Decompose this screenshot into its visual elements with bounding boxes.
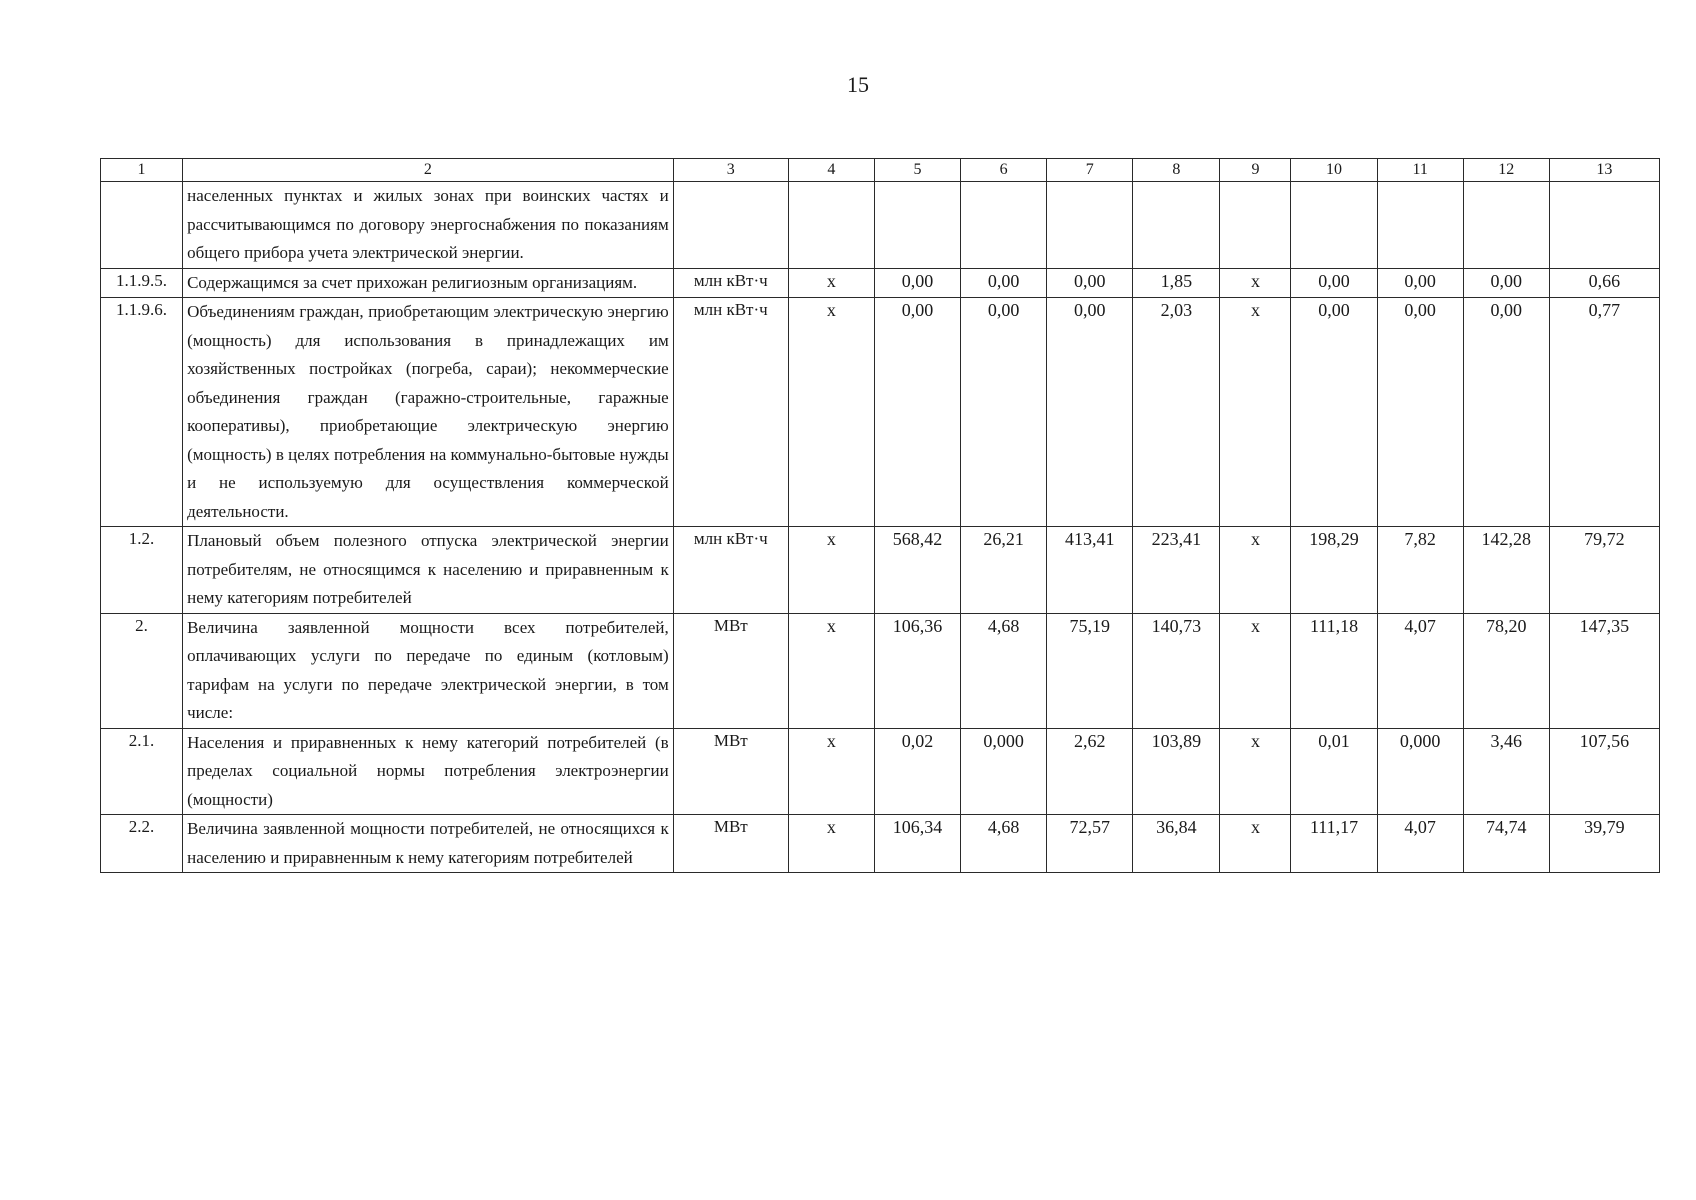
cell-value: 0,000 [961,728,1047,815]
data-table [100,158,1660,873]
cell-value: 74,74 [1463,815,1549,873]
cell-value [1220,182,1291,269]
page-number: 15 [847,72,869,97]
cell-value: 0,00 [1047,268,1133,298]
column-header: 6 [961,159,1047,182]
column-header: 9 [1220,159,1291,182]
cell-value: x [1220,815,1291,873]
cell-value: 140,73 [1133,613,1220,728]
cell-value: 0,00 [1377,268,1463,298]
cell-value: 4,68 [961,613,1047,728]
cell-value: 413,41 [1047,527,1133,614]
row-description: Содержащимся за счет прихожан религиозным организациям. [183,268,674,298]
table-row [101,182,1660,269]
table-row [101,613,1660,728]
row-unit: млн кВт·ч [673,298,788,527]
cell-value: x [788,268,874,298]
cell-value: 39,79 [1549,815,1659,873]
row-code: 2. [101,613,183,728]
cell-value: 4,07 [1377,613,1463,728]
cell-value: x [788,527,874,614]
cell-value: 4,68 [961,815,1047,873]
cell-value [788,182,874,269]
cell-value: 0,00 [874,298,960,527]
cell-value [1377,182,1463,269]
cell-value: 106,36 [874,613,960,728]
table-row [101,728,1660,815]
row-unit: млн кВт·ч [673,268,788,298]
cell-value: 198,29 [1291,527,1377,614]
cell-value: x [1220,613,1291,728]
cell-value [1549,182,1659,269]
cell-value: 111,17 [1291,815,1377,873]
cell-value: 147,35 [1549,613,1659,728]
cell-value: 223,41 [1133,527,1220,614]
column-header: 10 [1291,159,1377,182]
cell-value: 26,21 [961,527,1047,614]
cell-value: 103,89 [1133,728,1220,815]
row-description: Объединениям граждан, приобретающим электрическую энергию (мощность) для использования в принадлежащих им хозяйственных постройках (погреба, сараи); некоммерческие объединения граждан (гаражно-строительные, гаражные кооперативы), приобретающие электрическую энергию (мощность) в целях потребления на коммунально-бытовые нужды и не используемую для осуществления коммерческой деятельности. [183,298,674,527]
row-unit [673,182,788,269]
cell-value [1291,182,1377,269]
cell-value: 78,20 [1463,613,1549,728]
column-header: 3 [673,159,788,182]
cell-value: 0,00 [961,298,1047,527]
cell-value: x [1220,268,1291,298]
cell-value: 79,72 [1549,527,1659,614]
cell-value [874,182,960,269]
cell-value: 0,00 [961,268,1047,298]
cell-value: 2,03 [1133,298,1220,527]
column-header: 7 [1047,159,1133,182]
row-code: 1.2. [101,527,183,614]
column-header: 1 [101,159,183,182]
column-header: 13 [1549,159,1659,182]
column-header: 4 [788,159,874,182]
cell-value: 3,46 [1463,728,1549,815]
row-unit: МВт [673,815,788,873]
cell-value: 1,85 [1133,268,1220,298]
row-description: населенных пунктах и жилых зонах при воинских частях и рассчитывающимся по договору энергоснабжения по показаниям общего прибора учета электрической энергии. [183,182,674,269]
cell-value: x [788,815,874,873]
cell-value: 107,56 [1549,728,1659,815]
cell-value: 142,28 [1463,527,1549,614]
row-code: 2.1. [101,728,183,815]
row-description: Величина заявленной мощности всех потребителей, оплачивающих услуги по передаче по единым (котловым) тарифам на услуги по передаче электрической энергии, в том числе: [183,613,674,728]
column-header: 2 [183,159,674,182]
cell-value: x [788,298,874,527]
cell-value: 0,00 [1463,268,1549,298]
cell-value: 0,00 [1291,268,1377,298]
cell-value: 36,84 [1133,815,1220,873]
cell-value: 0,77 [1549,298,1659,527]
cell-value: 0,00 [874,268,960,298]
column-header: 5 [874,159,960,182]
cell-value: 75,19 [1047,613,1133,728]
cell-value: 4,07 [1377,815,1463,873]
cell-value: x [788,728,874,815]
cell-value: 568,42 [874,527,960,614]
cell-value: 0,00 [1377,298,1463,527]
table-row [101,298,1660,527]
table-row [101,268,1660,298]
cell-value: 0,66 [1549,268,1659,298]
table-row [101,815,1660,873]
cell-value: 0,000 [1377,728,1463,815]
cell-value: x [1220,298,1291,527]
cell-value: 106,34 [874,815,960,873]
cell-value: x [1220,527,1291,614]
cell-value: 111,18 [1291,613,1377,728]
row-description: Населения и приравненных к нему категорий потребителей (в пределах социальной нормы потребления электроэнергии (мощности) [183,728,674,815]
cell-value: 72,57 [1047,815,1133,873]
row-unit: млн кВт·ч [673,527,788,614]
table-row [101,527,1660,614]
row-description: Величина заявленной мощности потребителей, не относящихся к населению и приравненным к нему категориям потребителей [183,815,674,873]
cell-value: 7,82 [1377,527,1463,614]
row-unit: МВт [673,728,788,815]
cell-value: 0,00 [1463,298,1549,527]
cell-value [1047,182,1133,269]
row-description: Плановый объем полезного отпуска электрической энергии потребителям, не относящимся к населению и приравненным к нему категориям потребителей [183,527,674,614]
cell-value [961,182,1047,269]
row-code: 1.1.9.6. [101,298,183,527]
row-code [101,182,183,269]
row-code: 1.1.9.5. [101,268,183,298]
cell-value: x [1220,728,1291,815]
column-header: 12 [1463,159,1549,182]
header-row [101,159,1660,182]
cell-value: 0,01 [1291,728,1377,815]
column-header: 8 [1133,159,1220,182]
cell-value [1463,182,1549,269]
column-header: 11 [1377,159,1463,182]
cell-value: x [788,613,874,728]
row-code: 2.2. [101,815,183,873]
cell-value: 2,62 [1047,728,1133,815]
cell-value [1133,182,1220,269]
cell-value: 0,00 [1291,298,1377,527]
row-unit: МВт [673,613,788,728]
cell-value: 0,00 [1047,298,1133,527]
cell-value: 0,02 [874,728,960,815]
